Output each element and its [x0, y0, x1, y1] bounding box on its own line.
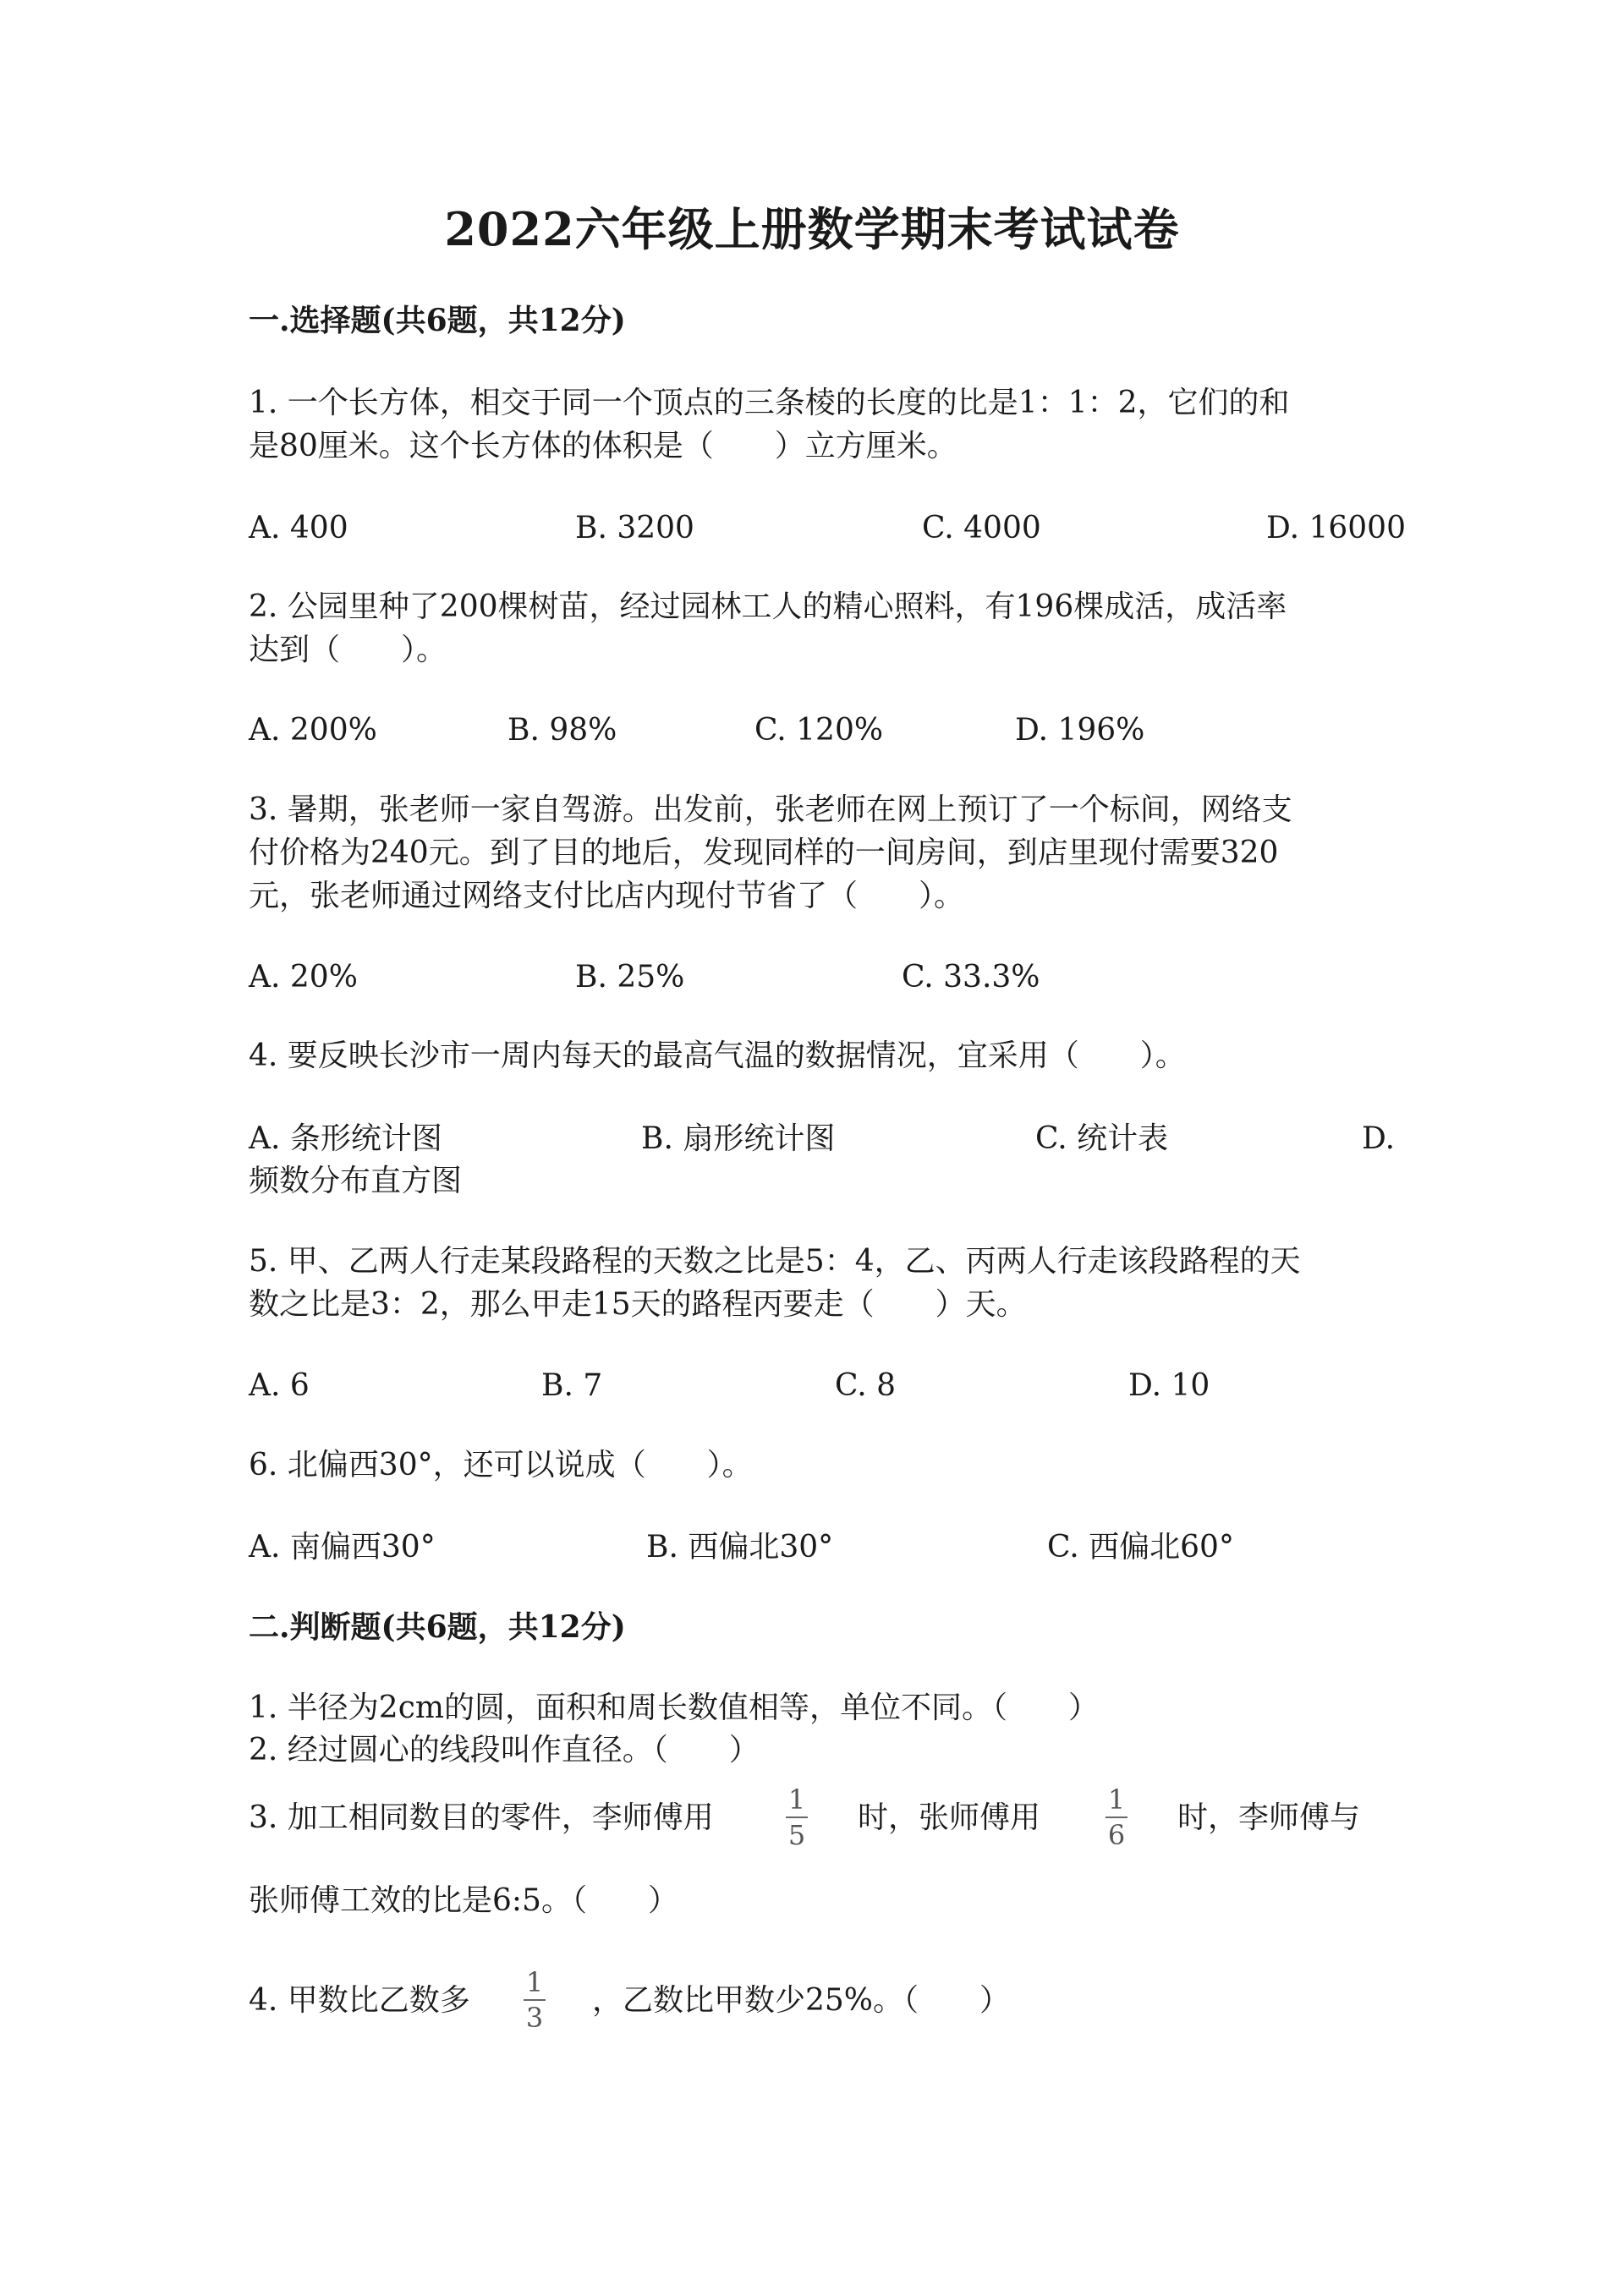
option-d[interactable]: D. 196% — [1015, 713, 1145, 748]
question-4-text — [249, 1034, 1391, 1077]
option-b[interactable]: B. 3200 — [575, 511, 694, 545]
question-line: 3. 暑期，张老师一家自驾游。出发前，张老师在网上预订了一个标间，网络支 — [249, 792, 1292, 827]
option-c[interactable]: C. 4000 — [922, 511, 1041, 545]
page-title: 2022六年级上册数学期末考试试卷 — [444, 202, 1180, 256]
fraction-numerator: 1 — [525, 1966, 544, 1998]
option-b[interactable]: B. 98% — [508, 713, 617, 748]
option-a[interactable]: A. 400 — [249, 511, 348, 545]
option-a[interactable]: A. 20% — [249, 960, 358, 995]
option-a[interactable]: A. 6 — [249, 1368, 310, 1403]
fraction-one-fifth — [782, 1784, 811, 1850]
question-6-options — [249, 1526, 1399, 1569]
fraction-numerator: 1 — [787, 1784, 806, 1816]
option-c[interactable]: C. 西偏北60° — [1047, 1530, 1234, 1564]
question-5-text — [249, 1240, 1391, 1326]
judge-question-3-line2: 张师傅工效的比是6:5。（ ） — [249, 1883, 678, 1918]
question-3-options — [249, 956, 1399, 999]
option-a[interactable]: A. 条形统计图 — [249, 1121, 442, 1156]
option-b[interactable]: B. 7 — [541, 1368, 603, 1403]
question-line: 达到（ ）。 — [249, 633, 447, 667]
option-c[interactable]: C. 8 — [835, 1368, 897, 1403]
question-line: 元，张老师通过网络支付比店内现付节省了（ ）。 — [249, 879, 965, 913]
question-1-options — [249, 507, 1406, 550]
option-c[interactable]: C. 120% — [754, 713, 884, 748]
fraction-denominator: 5 — [787, 1819, 806, 1851]
fraction-bar — [524, 1999, 546, 2001]
judge-question-1: 1. 半径为2cm的圆，面积和周长数值相等，单位不同。（ ） — [249, 1690, 1099, 1725]
option-b[interactable]: B. 西偏北30° — [646, 1530, 834, 1564]
question-2-options — [249, 709, 1399, 752]
judge-question-3-part1: 3. 加工相同数目的零件，李师傅用 — [249, 1800, 714, 1835]
question-4-options — [249, 1117, 1399, 1160]
option-d[interactable]: D. 10 — [1128, 1368, 1210, 1403]
question-line: 是80厘米。这个长方体的体积是（ ）立方厘米。 — [249, 429, 957, 463]
fraction-bar — [786, 1817, 808, 1818]
option-d[interactable]: D. — [1362, 1121, 1396, 1156]
question-line: 2. 公园里种了200棵树苗，经过园林工人的精心照料，有196棵成活，成活率 — [249, 589, 1287, 624]
judge-question-3-part2: 时，张师傅用 — [858, 1800, 1041, 1835]
question-line: 5. 甲、乙两人行走某段路程的天数之比是5：4，乙、丙两人行走该段路程的天 — [249, 1244, 1301, 1279]
question-2-text — [249, 585, 1391, 671]
question-1-text — [249, 381, 1391, 468]
question-line: 1. 一个长方体，相交于同一个顶点的三条棱的长度的比是1：1：2，它们的和 — [249, 386, 1290, 420]
fraction-bar — [1106, 1817, 1127, 1818]
section-title-choice: 一.选择题(共6题，共12分) — [249, 303, 626, 338]
fraction-numerator: 1 — [1107, 1784, 1126, 1816]
question-line: 付价格为240元。到了目的地后，发现同样的一间房间，到店里现付需要320 — [249, 836, 1279, 870]
question-line: 6. 北偏西30°，还可以说成（ ）。 — [249, 1448, 753, 1482]
fraction-denominator: 6 — [1107, 1819, 1126, 1851]
option-d[interactable]: D. 16000 — [1266, 511, 1406, 545]
question-6-text — [249, 1444, 1391, 1487]
judge-question-2: 2. 经过圆心的线段叫作直径。（ ） — [249, 1733, 760, 1767]
question-line: 4. 要反映长沙市一周内每天的最高气温的数据情况，宜采用（ ）。 — [249, 1038, 1186, 1073]
option-d-continuation: 频数分布直方图 — [249, 1164, 463, 1198]
option-b[interactable]: B. 25% — [575, 960, 685, 995]
option-c[interactable]: C. 统计表 — [1035, 1121, 1169, 1156]
option-b[interactable]: B. 扇形统计图 — [641, 1121, 836, 1156]
question-line: 数之比是3：2，那么甲走15天的路程丙要走（ ）天。 — [249, 1287, 1027, 1322]
judge-question-3-part3: 时，李师傅与 — [1177, 1800, 1361, 1835]
judge-question-4-part2: ，乙数比甲数少25%。（ ） — [592, 1983, 1011, 2018]
option-a[interactable]: A. 200% — [249, 713, 377, 748]
fraction-denominator: 3 — [525, 2002, 544, 2034]
section-title-judge: 二.判断题(共6题，共12分) — [249, 1609, 626, 1645]
question-3-text — [249, 788, 1391, 918]
option-a[interactable]: A. 南偏西30° — [249, 1530, 436, 1564]
judge-question-4-part1: 4. 甲数比乙数多 — [249, 1983, 470, 2018]
option-c[interactable]: C. 33.3% — [902, 960, 1040, 995]
question-5-options — [249, 1364, 1399, 1407]
fraction-one-third — [520, 1967, 549, 2033]
fraction-one-sixth — [1102, 1784, 1131, 1850]
